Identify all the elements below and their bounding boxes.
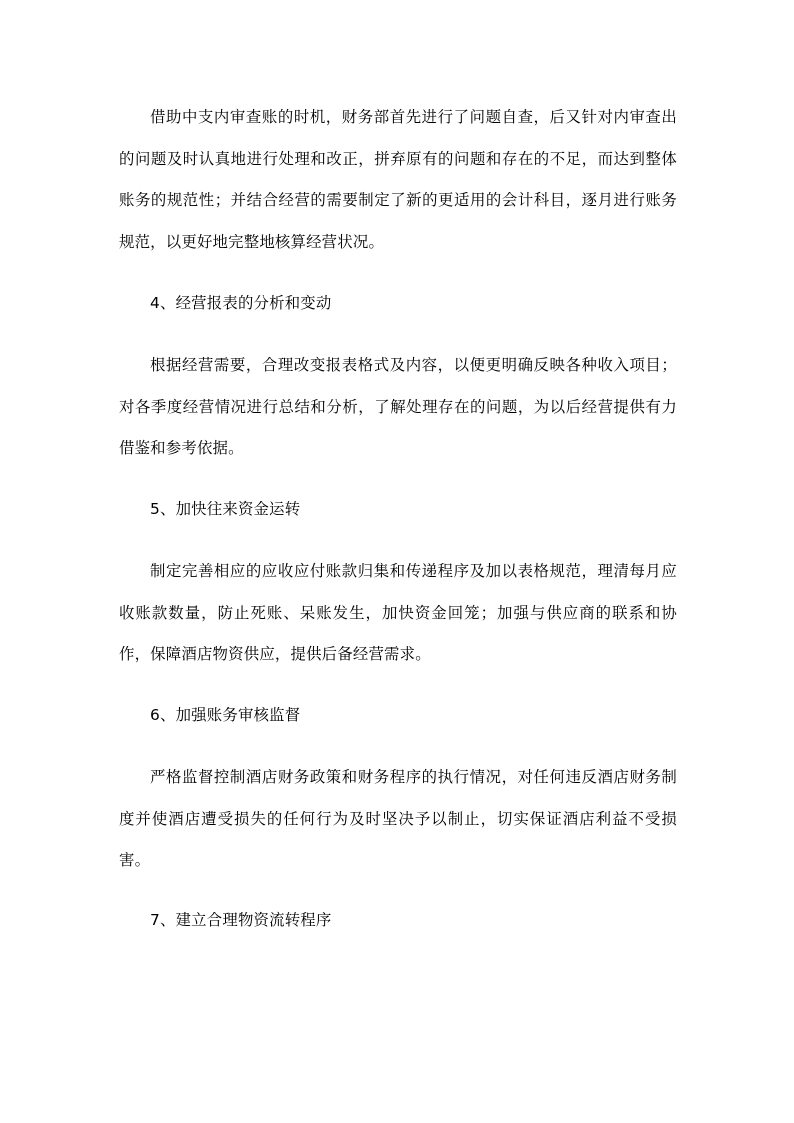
paragraph-fund-turnover: 制定完善相应的应收应付账款归集和传递程序及加以表格规范，理清每月应收账款数量，防止死账、呆账发生，加快资金回笼；加强与供应商的联系和协作，保障酒店物资供应，提供后备经营需求。 bbox=[119, 562, 677, 663]
heading-fund-turnover: 5、加快往来资金运转 bbox=[150, 500, 301, 518]
paragraph-internal-audit: 借助中支内审查账的时机，财务部首先进行了问题自查，后又针对内审查出的问题及时认真地进行处理和改正，拼弃原有的问题和存在的不足，而达到整体账务的规范性；并结合经营的需要制定了新的更适用的会计科目，逐月进行账务规范，以更好地完整地核算经营状况。 bbox=[119, 108, 677, 251]
heading-audit-supervision: 6、加强账务审核监督 bbox=[150, 706, 301, 724]
heading-report-analysis: 4、经营报表的分析和变动 bbox=[150, 294, 332, 312]
heading-material-flow: 7、建立合理物资流转程序 bbox=[150, 911, 332, 929]
paragraph-audit-supervision: 严格监督控制酒店财务政策和财务程序的执行情况，对任何违反酒店财务制度并使酒店遭受损失的任何行为及时坚决予以制止，切实保证酒店利益不受损害。 bbox=[119, 768, 677, 869]
paragraph-report-analysis: 根据经营需要，合理改变报表格式及内容，以便更明确反映各种收入项目；对各季度经营情况进行总结和分析，了解处理存在的问题，为以后经营提供有力借鉴和参考依据。 bbox=[119, 356, 677, 457]
